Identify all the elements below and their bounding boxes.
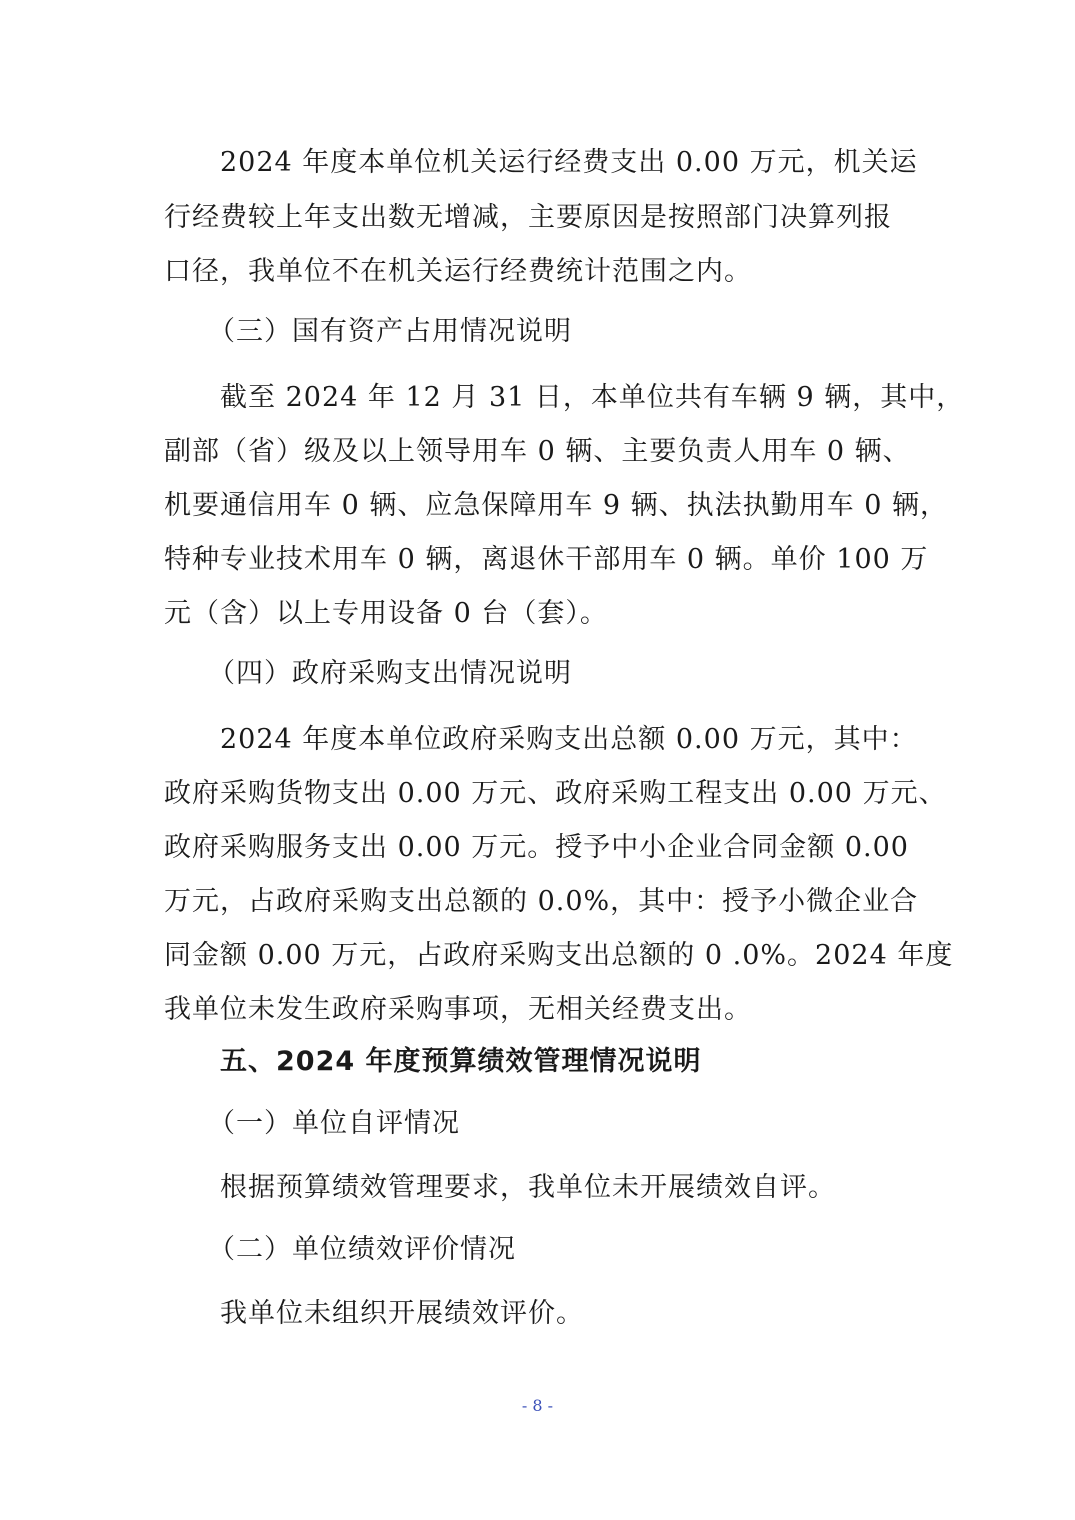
paragraph-line: 元（含）以上专用设备 0 台（套）。 [164,598,608,629]
paragraph-line: 行经费较上年支出数无增减，主要原因是按照部门决算列报 [164,202,892,233]
section-heading-performance: 五、2024 年度预算绩效管理情况说明 [220,1046,702,1077]
paragraph-line: 我单位未组织开展绩效评价。 [220,1298,584,1329]
paragraph-line: 我单位未发生政府采购事项，无相关经费支出。 [164,994,752,1025]
paragraph-line: 同金额 0.00 万元，占政府采购支出总额的 0 .0%。2024 年度 [164,940,954,971]
paragraph-line: 2024 年度本单位机关运行经费支出 0.00 万元，机关运 [220,147,918,178]
paragraph-line: 副部（省）级及以上领导用车 0 辆、主要负责人用车 0 辆、 [164,436,911,467]
paragraph-line: 口径，我单位不在机关运行经费统计范围之内。 [164,256,752,287]
paragraph-line: 特种专业技术用车 0 辆，离退休干部用车 0 辆。单价 100 万 [164,544,929,575]
paragraph-line: 机要通信用车 0 辆、应急保障用车 9 辆、执法执勤用车 0 辆， [164,490,949,521]
paragraph-line: 2024 年度本单位政府采购支出总额 0.00 万元，其中： [220,724,918,755]
paragraph-line: 政府采购服务支出 0.00 万元。授予中小企业合同金额 0.00 [164,832,909,863]
paragraph-line: 截至 2024 年 12 月 31 日，本单位共有车辆 9 辆，其中， [220,382,965,413]
paragraph-line: 万元，占政府采购支出总额的 0.0%，其中：授予小微企业合 [164,886,919,917]
subsection-heading-self-evaluation: （一）单位自评情况 [208,1108,460,1139]
paragraph-line: 根据预算绩效管理要求，我单位未开展绩效自评。 [220,1172,836,1203]
section-heading-assets: （三）国有资产占用情况说明 [208,316,572,347]
section-heading-procurement: （四）政府采购支出情况说明 [208,658,572,689]
page-number: - 8 - [521,1396,554,1415]
subsection-heading-evaluation: （二）单位绩效评价情况 [208,1234,516,1265]
paragraph-line: 政府采购货物支出 0.00 万元、政府采购工程支出 0.00 万元、 [164,778,947,809]
